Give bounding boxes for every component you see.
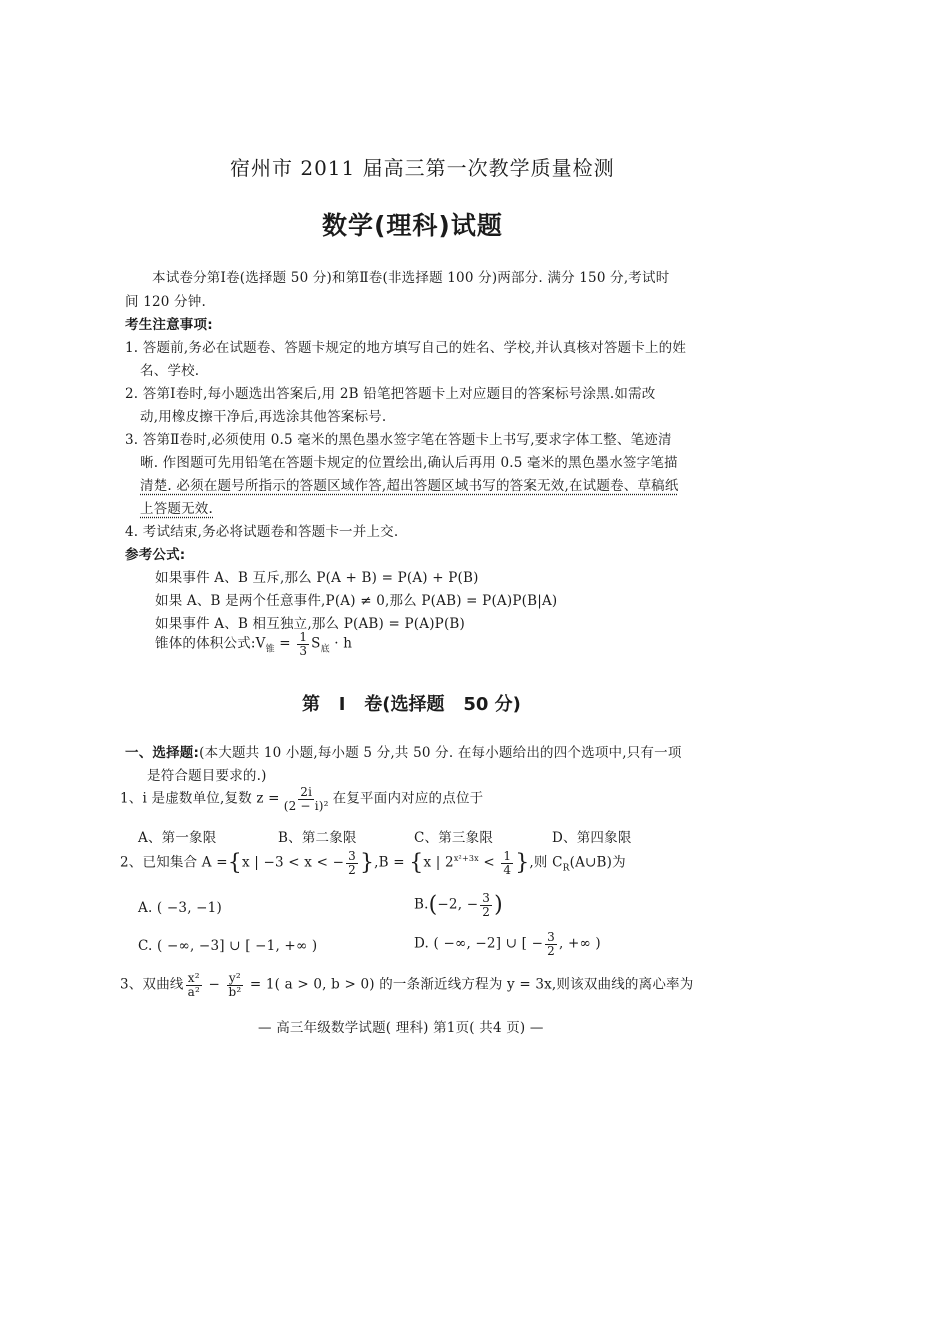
- formulas-heading: 参考公式:: [125, 547, 186, 563]
- formula-conditional: 如果 A、B 是两个任意事件,P(A) ≠ 0,那么 P(AB) = P(A)P(B|A): [155, 593, 558, 609]
- note-line: 2. 答第Ⅰ卷时,每小题选出答案后,用 2B 铅笔把答题卡上对应题目的答案标号涂黑.如需改: [125, 386, 656, 402]
- note-line: 3. 答第Ⅱ卷时,必须使用 0.5 毫米的黑色墨水签字笔在答题卡上书写,要求字体工整、笔迹清: [125, 432, 672, 448]
- part1-description-cont: 是符合题目要求的.): [147, 768, 267, 784]
- question-3-stem: 3、双曲线 $\frac{\text{x²}}{\text{a²}}$ − $\frac{\text{y²}}{\text{b²}}$ = 1( a > 0, b > 0) 的一条渐近线方程为 y = 3x,则该双曲线的离心率为: [120, 971, 694, 999]
- note-line: 晰. 作图题可先用铅笔在答题卡规定的位置绘出,确认后再用 0.5 毫米的黑色墨水签字笔描: [140, 455, 678, 471]
- question-1-stem: 1、i 是虚数单位,复数 z = $\frac{2i}{\text{(2 − i)²}}$ 在复平面内对应的点位于: [120, 785, 484, 813]
- q1-option-d: D、第四象限: [552, 830, 632, 846]
- note-line: 1. 答题前,务必在试题卷、答题卡规定的地方填写自己的姓名、学校,并认真核对答题卡上的姓: [125, 340, 687, 356]
- note-line: 4. 考试结束,务必将试题卷和答题卡一并上交.: [125, 524, 399, 540]
- q2-option-b: B.(−2, − $\frac{3}{2}$ ): [414, 891, 503, 919]
- note-line: 动,用橡皮擦干净后,再选涂其他答案标号.: [140, 409, 387, 425]
- section-title: 第 Ⅰ 卷(选择题 50 分): [302, 694, 521, 715]
- part1-description: 一、选择题:(本大题共 10 小题,每小题 5 分,共 50 分. 在每小题给出的四个选项中,只有一项: [125, 745, 682, 761]
- intro-line-2: 间 120 分钟.: [125, 294, 206, 310]
- note-line: 上答题无效.: [140, 501, 213, 517]
- page-footer: — 高三年级数学试题( 理科) 第1页( 共4 页) —: [258, 1020, 544, 1036]
- formula-mutually-exclusive: 如果事件 A、B 互斥,那么 P(A + B) = P(A) + P(B): [155, 570, 479, 586]
- q2-option-c: C. ( −∞, −3] ∪ [ −1, +∞ ): [138, 938, 318, 954]
- intro-line-1: 本试卷分第Ⅰ卷(选择题 50 分)和第Ⅱ卷(非选择题 100 分)两部分. 满分 150 分,考试时: [152, 270, 670, 286]
- q1-option-a: A、第一象限: [138, 830, 217, 846]
- note-line: 清楚. 必须在题号所指示的答题区域作答,超出答题区域书写的答案无效,在试题卷、草稿纸: [140, 478, 679, 494]
- notes-heading: 考生注意事项:: [125, 317, 213, 333]
- q2-option-d: D. ( −∞, −2] ∪ [ − $\frac{3}{2}$ , +∞ ): [414, 930, 601, 958]
- exam-header-title: 宿州市 2011 届高三第一次教学质量检测: [230, 156, 615, 180]
- exam-subject-title: 数学(理科)试题: [322, 211, 503, 240]
- note-line: 名、学校.: [140, 363, 200, 379]
- q1-option-c: C、第三象限: [414, 830, 494, 846]
- q2-option-a: A. ( −3, −1): [138, 900, 222, 916]
- formula-independent: 如果事件 A、B 相互独立,那么 P(AB) = P(A)P(B): [155, 616, 466, 632]
- question-2-stem: 2、已知集合 A ={x | −3 < x < − $\frac{3}{2}$ },B = {x | $2^{x^2+3x}$ < $\frac{1}{4}$ },则 $C_R(A\cup B)$为: [120, 849, 626, 877]
- q1-option-b: B、第二象限: [278, 830, 357, 846]
- formula-cone-volume: 锥体的体积公式$:V_锥$ = $\frac{1}{3}$ $S_底 \cdot h$: [155, 630, 353, 658]
